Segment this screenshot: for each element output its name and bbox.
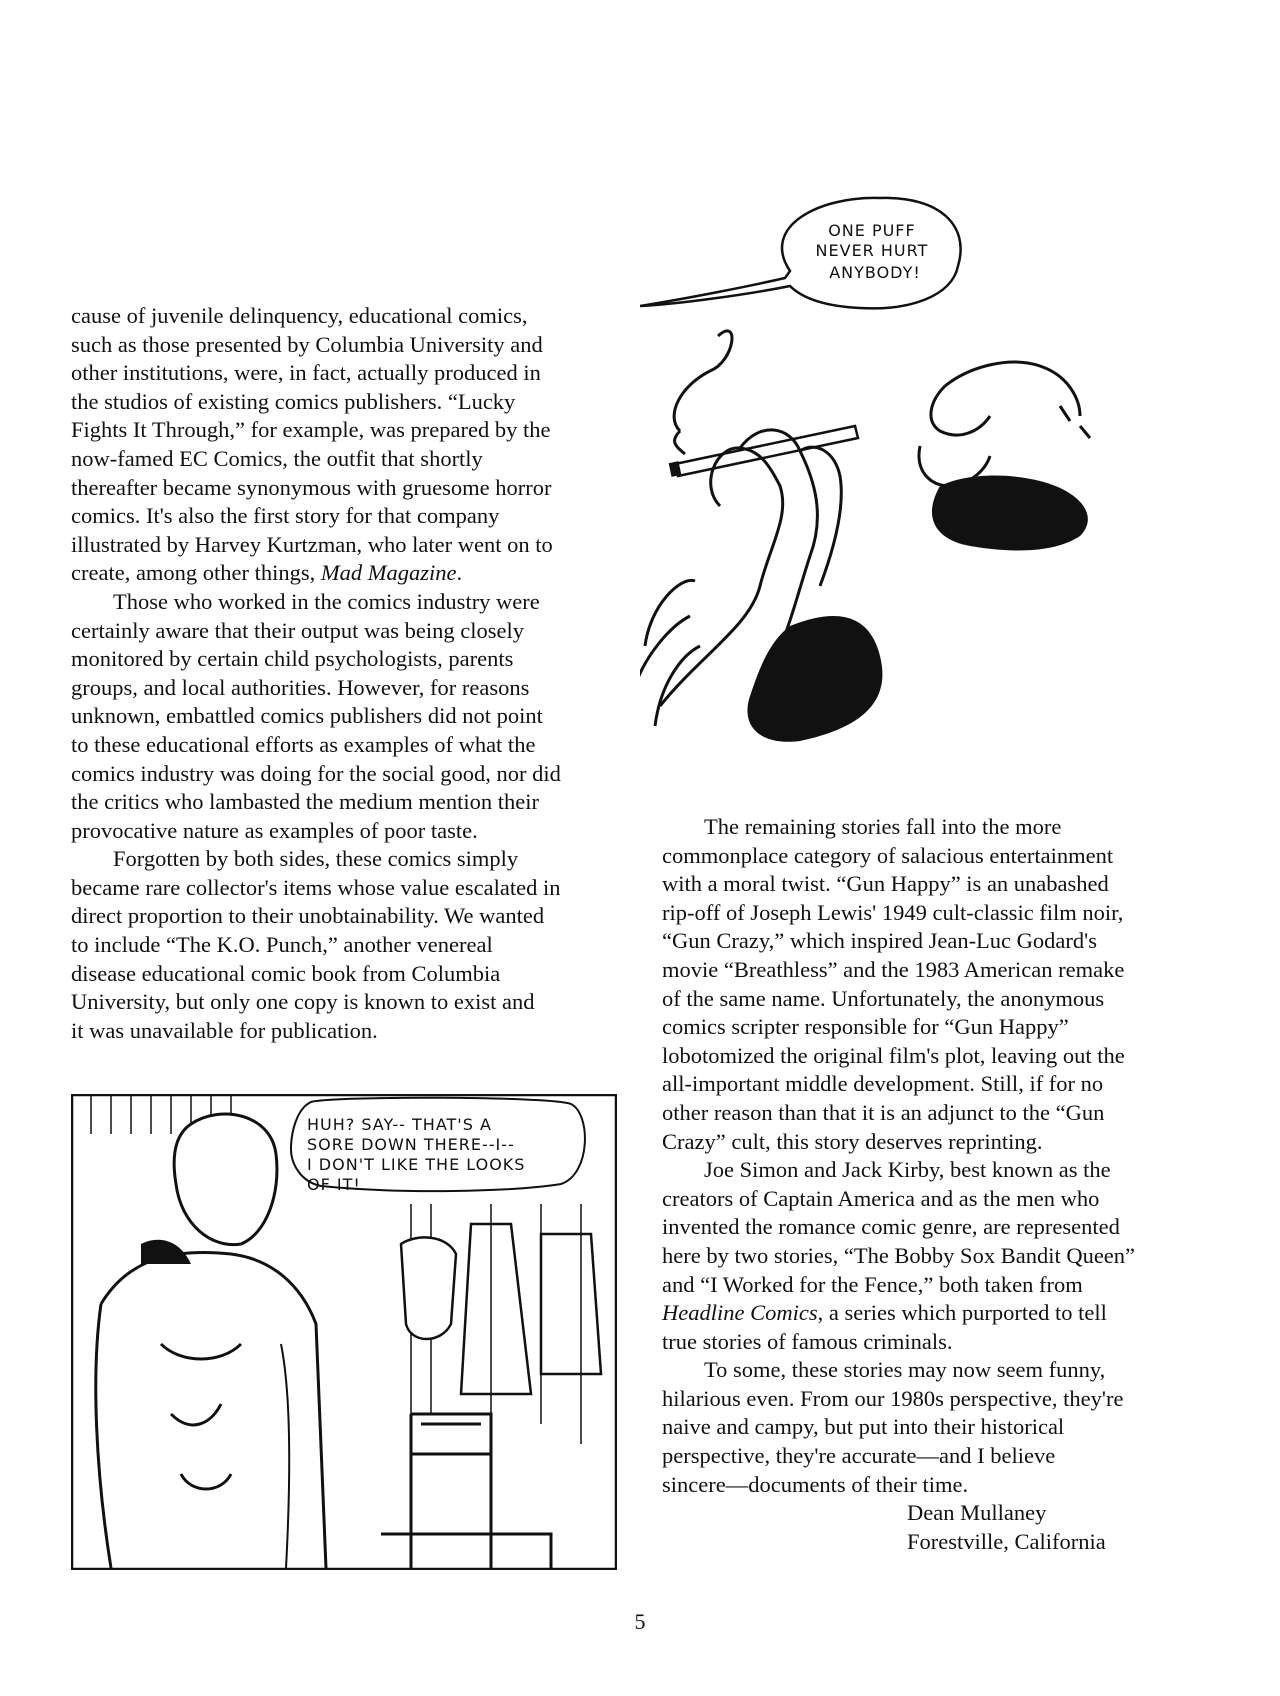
text-line: other reason than that it is an adjunct to the “Gun bbox=[662, 1099, 1105, 1125]
text-line: To some, these stories may now seem funny, bbox=[704, 1357, 1106, 1383]
text-line: movie “Breathless” and the 1983 American remake bbox=[662, 956, 1125, 982]
text-line: it was unavailable for publication. bbox=[71, 1017, 378, 1043]
text-fragment: . bbox=[456, 560, 463, 586]
text-line: direct proportion to their unobtainability. We wanted bbox=[71, 903, 545, 929]
text-line: sincere—documents of their time. bbox=[662, 1471, 969, 1497]
left-paragraph-3 bbox=[71, 845, 631, 1045]
text-line: cause of juvenile delinquency, educational comics, bbox=[71, 303, 528, 328]
text-line: illustrated by Harvey Kurtzman, who later went on to bbox=[71, 531, 553, 557]
text-line: Joe Simon and Jack Kirby, best known as the bbox=[704, 1157, 1111, 1183]
signature-name: Dean Mullaney bbox=[907, 1500, 1047, 1526]
text-line: the critics who lambasted the medium mention their bbox=[71, 789, 540, 815]
text-line: now-famed EC Comics, the outfit that shortly bbox=[71, 445, 483, 471]
text-line: hilarious even. From our 1980s perspective, they're bbox=[662, 1385, 1124, 1411]
text-line: commonplace category of salacious entertainment bbox=[662, 842, 1114, 868]
text-line: perspective, they're accurate—and I believe bbox=[662, 1443, 1056, 1469]
right-paragraph-1 bbox=[662, 813, 1222, 1156]
text-line: the studios of existing comics publishers. “Lucky bbox=[71, 388, 516, 414]
left-paragraph-1 bbox=[71, 302, 631, 588]
text-line: Crazy” cult, this story deserves reprinting. bbox=[662, 1128, 1043, 1154]
text-line: Those who worked in the comics industry were bbox=[113, 588, 540, 614]
text-line: here by two stories, “The Bobby Sox Bandit Queen” bbox=[662, 1242, 1136, 1268]
text-line: and “I Worked for the Fence,” both taken from bbox=[662, 1271, 1083, 1297]
left-text-column bbox=[71, 302, 631, 1045]
text-line: thereafter became synonymous with gruesome horror bbox=[71, 474, 552, 500]
text-fragment: create, among other things, bbox=[71, 560, 321, 586]
text-line: provocative nature as examples of poor taste. bbox=[71, 817, 478, 843]
text-line bbox=[662, 1299, 1222, 1328]
text-line: with a moral twist. “Gun Happy” is an unabashed bbox=[662, 871, 1109, 897]
smoke-icon bbox=[674, 331, 732, 454]
right-sleeve-shadow bbox=[932, 476, 1088, 551]
text-line: The remaining stories fall into the more bbox=[704, 814, 1062, 839]
text-line: groups, and local authorities. However, for reasons bbox=[71, 674, 530, 700]
comic-panel-illustration bbox=[71, 1094, 617, 1570]
left-sleeve-shadow bbox=[747, 616, 882, 742]
text-line: to include “The K.O. Punch,” another venereal bbox=[71, 932, 493, 958]
text-line: to these educational efforts as examples of what the bbox=[71, 731, 536, 757]
text-line: disease educational comic book from Columbia bbox=[71, 960, 501, 986]
page-number: 5 bbox=[634, 1609, 646, 1634]
text-line: lobotomized the original film's plot, leaving out the bbox=[662, 1042, 1125, 1068]
text-line bbox=[71, 559, 631, 588]
text-line: comics scripter responsible for “Gun Happy” bbox=[662, 1014, 1069, 1040]
text-line: of the same name. Unfortunately, the anonymous bbox=[662, 985, 1105, 1011]
text-line: Forgotten by both sides, these comics simply bbox=[113, 846, 519, 872]
right-paragraph-2 bbox=[662, 1156, 1222, 1356]
right-paragraph-3 bbox=[662, 1356, 1222, 1499]
text-line: such as those presented by Columbia University and bbox=[71, 331, 543, 357]
text-line: naive and campy, but put into their historical bbox=[662, 1414, 1065, 1440]
text-line: other institutions, were, in fact, actually produced in bbox=[71, 360, 541, 386]
text-line: University, but only one copy is known to exist and bbox=[71, 989, 535, 1015]
right-text-column bbox=[662, 813, 1222, 1556]
text-line: certainly aware that their output was being closely bbox=[71, 617, 524, 643]
text-line: invented the romance comic genre, are represented bbox=[662, 1214, 1120, 1240]
italic-title: Mad Magazine bbox=[320, 560, 457, 586]
text-line: comics. It's also the first story for that company bbox=[71, 503, 500, 529]
text-line: monitored by certain child psychologists, parents bbox=[71, 646, 514, 672]
speech-bubble-text: HUH? SAY-- THAT'S A SORE DOWN THERE--I-- I DON'T LIKE THE LOOKS OF IT! bbox=[307, 1115, 526, 1194]
text-line: Fights It Through,” for example, was prepared by the bbox=[71, 417, 551, 443]
right-hand-drawing bbox=[919, 362, 1080, 486]
left-paragraph-2 bbox=[71, 588, 631, 845]
text-line: unknown, embattled comics publishers did not point bbox=[71, 703, 543, 729]
text-line: creators of Captain America and as the men who bbox=[662, 1185, 1100, 1211]
text-line: all-important middle development. Still, if for no bbox=[662, 1071, 1104, 1097]
text-fragment: , a series which purported to tell bbox=[817, 1300, 1107, 1326]
text-line: comics industry was doing for the social good, nor did bbox=[71, 760, 561, 786]
cigarette-hands-illustration bbox=[640, 186, 1220, 771]
hanging-clothes bbox=[401, 1237, 456, 1339]
italic-title: Headline Comics bbox=[662, 1300, 818, 1326]
text-line: true stories of famous criminals. bbox=[662, 1328, 953, 1354]
signature-place: Forestville, California bbox=[907, 1528, 1106, 1554]
text-line: “Gun Crazy,” which inspired Jean-Luc Godard's bbox=[662, 928, 1097, 954]
speech-bubble-text: ONE PUFF NEVER HURT ANYBODY! bbox=[815, 221, 929, 282]
text-line: rip-off of Joseph Lewis' 1949 cult-classic film noir, bbox=[662, 899, 1124, 925]
cigarette-icon bbox=[675, 426, 858, 476]
text-line: became rare collector's items whose value escalated in bbox=[71, 874, 561, 900]
